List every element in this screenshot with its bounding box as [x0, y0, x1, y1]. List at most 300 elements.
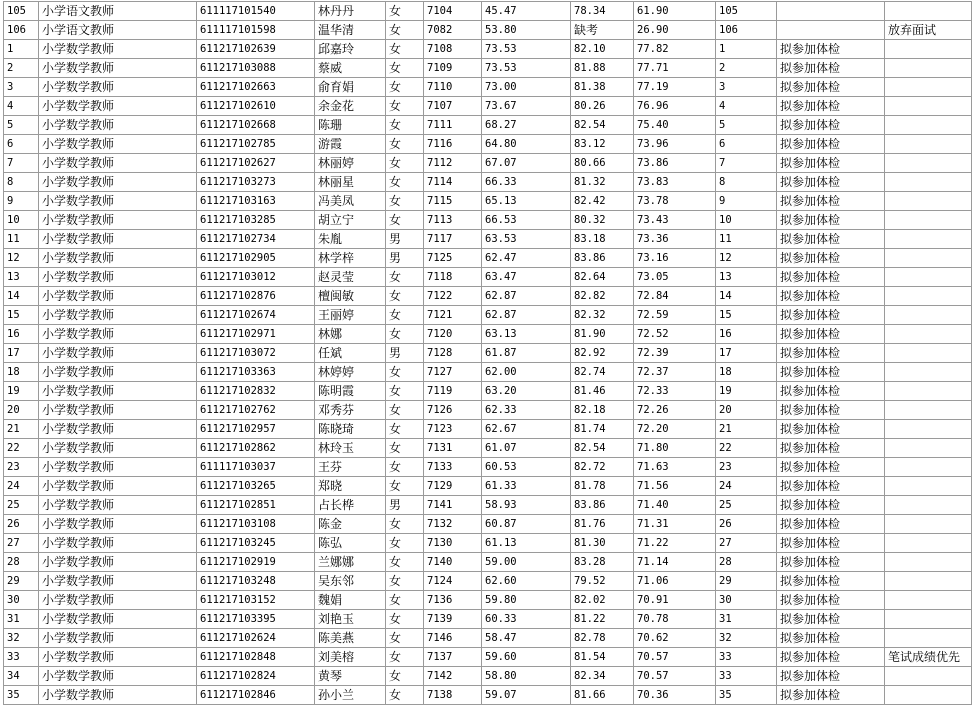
name-cell: 林丽星	[315, 173, 386, 192]
overall-rank-cell: 23	[716, 458, 777, 477]
remark-cell	[885, 135, 972, 154]
status-cell: 拟参加体检	[777, 477, 885, 496]
table-row	[4, 496, 972, 515]
status-cell: 拟参加体检	[777, 591, 885, 610]
written-score-cell: 73.00	[482, 78, 571, 97]
gender-cell: 女	[386, 610, 424, 629]
total-score-cell: 77.19	[634, 78, 716, 97]
status-cell: 拟参加体检	[777, 420, 885, 439]
interview-no-cell: 7126	[424, 401, 482, 420]
written-score-cell: 63.13	[482, 325, 571, 344]
table-row	[4, 268, 972, 287]
gender-cell: 女	[386, 401, 424, 420]
status-cell: 拟参加体检	[777, 629, 885, 648]
name-cell: 邓秀芬	[315, 401, 386, 420]
table-row	[4, 667, 972, 686]
gender-cell: 女	[386, 173, 424, 192]
table-row	[4, 477, 972, 496]
remark-cell	[885, 610, 972, 629]
status-cell: 拟参加体检	[777, 363, 885, 382]
name-cell: 刘美榕	[315, 648, 386, 667]
position-cell: 小学数学教师	[39, 382, 197, 401]
written-score-cell: 63.53	[482, 230, 571, 249]
exam-id-cell: 611217103265	[197, 477, 315, 496]
remark-cell	[885, 2, 972, 21]
exam-id-cell: 611217102824	[197, 667, 315, 686]
overall-rank-cell: 1	[716, 40, 777, 59]
exam-id-cell: 611217102627	[197, 154, 315, 173]
table-row	[4, 344, 972, 363]
total-score-cell: 73.05	[634, 268, 716, 287]
gender-cell: 女	[386, 59, 424, 78]
exam-id-cell: 611217103072	[197, 344, 315, 363]
written-score-cell: 59.60	[482, 648, 571, 667]
interview-no-cell: 7137	[424, 648, 482, 667]
interview-score-cell: 83.12	[571, 135, 634, 154]
interview-no-cell: 7146	[424, 629, 482, 648]
name-cell: 王丽婷	[315, 306, 386, 325]
name-cell: 郑晓	[315, 477, 386, 496]
written-score-cell: 62.60	[482, 572, 571, 591]
rank-cell: 14	[4, 287, 39, 306]
total-score-cell: 71.40	[634, 496, 716, 515]
gender-cell: 女	[386, 458, 424, 477]
rank-cell: 34	[4, 667, 39, 686]
position-cell: 小学数学教师	[39, 648, 197, 667]
position-cell: 小学数学教师	[39, 116, 197, 135]
interview-no-cell: 7109	[424, 59, 482, 78]
gender-cell: 女	[386, 306, 424, 325]
gender-cell: 女	[386, 192, 424, 211]
position-cell: 小学数学教师	[39, 40, 197, 59]
gender-cell: 男	[386, 496, 424, 515]
table-row	[4, 363, 972, 382]
interview-score-cell: 82.54	[571, 439, 634, 458]
overall-rank-cell: 105	[716, 2, 777, 21]
status-cell: 拟参加体检	[777, 515, 885, 534]
gender-cell: 女	[386, 268, 424, 287]
name-cell: 林丽婷	[315, 154, 386, 173]
written-score-cell: 67.07	[482, 154, 571, 173]
overall-rank-cell: 10	[716, 211, 777, 230]
overall-rank-cell: 21	[716, 420, 777, 439]
gender-cell: 女	[386, 553, 424, 572]
position-cell: 小学数学教师	[39, 230, 197, 249]
interview-no-cell: 7140	[424, 553, 482, 572]
total-score-cell: 73.83	[634, 173, 716, 192]
interview-score-cell: 82.64	[571, 268, 634, 287]
written-score-cell: 58.80	[482, 667, 571, 686]
name-cell: 陈美燕	[315, 629, 386, 648]
written-score-cell: 58.47	[482, 629, 571, 648]
interview-no-cell: 7136	[424, 591, 482, 610]
interview-no-cell: 7119	[424, 382, 482, 401]
overall-rank-cell: 11	[716, 230, 777, 249]
name-cell: 游霞	[315, 135, 386, 154]
total-score-cell: 72.39	[634, 344, 716, 363]
exam-id-cell: 611217102762	[197, 401, 315, 420]
results-table	[3, 1, 972, 705]
overall-rank-cell: 5	[716, 116, 777, 135]
interview-no-cell: 7121	[424, 306, 482, 325]
overall-rank-cell: 13	[716, 268, 777, 287]
table-row	[4, 420, 972, 439]
position-cell: 小学数学教师	[39, 420, 197, 439]
interview-score-cell: 81.46	[571, 382, 634, 401]
table-row	[4, 686, 972, 705]
overall-rank-cell: 2	[716, 59, 777, 78]
remark-cell	[885, 268, 972, 287]
position-cell: 小学数学教师	[39, 534, 197, 553]
rank-cell: 6	[4, 135, 39, 154]
remark-cell	[885, 439, 972, 458]
remark-cell: 放弃面试	[885, 21, 972, 40]
rank-cell: 35	[4, 686, 39, 705]
gender-cell: 女	[386, 572, 424, 591]
exam-id-cell: 611217102957	[197, 420, 315, 439]
written-score-cell: 62.87	[482, 306, 571, 325]
interview-score-cell: 82.54	[571, 116, 634, 135]
total-score-cell: 73.78	[634, 192, 716, 211]
gender-cell: 女	[386, 591, 424, 610]
interview-no-cell: 7139	[424, 610, 482, 629]
position-cell: 小学数学教师	[39, 363, 197, 382]
interview-score-cell: 83.86	[571, 249, 634, 268]
interview-score-cell: 82.78	[571, 629, 634, 648]
exam-id-cell: 611217102785	[197, 135, 315, 154]
total-score-cell: 70.36	[634, 686, 716, 705]
total-score-cell: 72.33	[634, 382, 716, 401]
total-score-cell: 71.63	[634, 458, 716, 477]
exam-id-cell: 611217103285	[197, 211, 315, 230]
gender-cell: 女	[386, 363, 424, 382]
position-cell: 小学数学教师	[39, 686, 197, 705]
interview-score-cell: 81.22	[571, 610, 634, 629]
interview-score-cell: 81.32	[571, 173, 634, 192]
exam-id-cell: 611217102832	[197, 382, 315, 401]
total-score-cell: 73.43	[634, 211, 716, 230]
position-cell: 小学数学教师	[39, 591, 197, 610]
gender-cell: 男	[386, 344, 424, 363]
remark-cell	[885, 154, 972, 173]
rank-cell: 24	[4, 477, 39, 496]
remark-cell	[885, 363, 972, 382]
remark-cell	[885, 667, 972, 686]
rank-cell: 15	[4, 306, 39, 325]
table-row	[4, 306, 972, 325]
position-cell: 小学数学教师	[39, 667, 197, 686]
name-cell: 王芬	[315, 458, 386, 477]
table-row	[4, 230, 972, 249]
remark-cell	[885, 572, 972, 591]
interview-score-cell: 81.66	[571, 686, 634, 705]
remark-cell	[885, 173, 972, 192]
interview-score-cell: 82.74	[571, 363, 634, 382]
position-cell: 小学数学教师	[39, 306, 197, 325]
written-score-cell: 62.00	[482, 363, 571, 382]
gender-cell: 女	[386, 477, 424, 496]
interview-score-cell: 80.26	[571, 97, 634, 116]
total-score-cell: 70.62	[634, 629, 716, 648]
interview-score-cell: 82.10	[571, 40, 634, 59]
rank-cell: 8	[4, 173, 39, 192]
exam-id-cell: 611217103108	[197, 515, 315, 534]
rank-cell: 5	[4, 116, 39, 135]
interview-no-cell: 7104	[424, 2, 482, 21]
remark-cell	[885, 458, 972, 477]
interview-no-cell: 7120	[424, 325, 482, 344]
remark-cell	[885, 496, 972, 515]
overall-rank-cell: 31	[716, 610, 777, 629]
interview-score-cell: 81.54	[571, 648, 634, 667]
remark-cell	[885, 40, 972, 59]
name-cell: 陈晓琦	[315, 420, 386, 439]
position-cell: 小学数学教师	[39, 287, 197, 306]
gender-cell: 男	[386, 249, 424, 268]
exam-id-cell: 611217102610	[197, 97, 315, 116]
exam-id-cell: 611217102971	[197, 325, 315, 344]
total-score-cell: 70.57	[634, 667, 716, 686]
gender-cell: 男	[386, 230, 424, 249]
status-cell: 拟参加体检	[777, 610, 885, 629]
status-cell: 拟参加体检	[777, 572, 885, 591]
overall-rank-cell: 35	[716, 686, 777, 705]
remark-cell	[885, 211, 972, 230]
total-score-cell: 77.82	[634, 40, 716, 59]
name-cell: 檀闽敏	[315, 287, 386, 306]
table-row	[4, 211, 972, 230]
table-row	[4, 382, 972, 401]
gender-cell: 女	[386, 154, 424, 173]
total-score-cell: 73.36	[634, 230, 716, 249]
rank-cell: 11	[4, 230, 39, 249]
interview-no-cell: 7111	[424, 116, 482, 135]
position-cell: 小学数学教师	[39, 572, 197, 591]
exam-id-cell: 611217102846	[197, 686, 315, 705]
interview-score-cell: 80.66	[571, 154, 634, 173]
rank-cell: 22	[4, 439, 39, 458]
remark-cell	[885, 287, 972, 306]
status-cell	[777, 2, 885, 21]
overall-rank-cell: 6	[716, 135, 777, 154]
total-score-cell: 70.91	[634, 591, 716, 610]
written-score-cell: 59.80	[482, 591, 571, 610]
exam-id-cell: 611217103273	[197, 173, 315, 192]
remark-cell	[885, 686, 972, 705]
status-cell: 拟参加体检	[777, 439, 885, 458]
written-score-cell: 61.13	[482, 534, 571, 553]
status-cell: 拟参加体检	[777, 401, 885, 420]
status-cell: 拟参加体检	[777, 249, 885, 268]
overall-rank-cell: 29	[716, 572, 777, 591]
rank-cell: 16	[4, 325, 39, 344]
name-cell: 林娜	[315, 325, 386, 344]
overall-rank-cell: 106	[716, 21, 777, 40]
remark-cell	[885, 477, 972, 496]
gender-cell: 女	[386, 420, 424, 439]
total-score-cell: 75.40	[634, 116, 716, 135]
table-row	[4, 97, 972, 116]
total-score-cell: 72.26	[634, 401, 716, 420]
name-cell: 朱胤	[315, 230, 386, 249]
rank-cell: 26	[4, 515, 39, 534]
remark-cell	[885, 230, 972, 249]
interview-no-cell: 7125	[424, 249, 482, 268]
total-score-cell: 71.06	[634, 572, 716, 591]
exam-id-cell: 611217102851	[197, 496, 315, 515]
name-cell: 魏娟	[315, 591, 386, 610]
overall-rank-cell: 26	[716, 515, 777, 534]
name-cell: 吴东邻	[315, 572, 386, 591]
interview-score-cell: 82.02	[571, 591, 634, 610]
written-score-cell: 62.87	[482, 287, 571, 306]
gender-cell: 女	[386, 97, 424, 116]
gender-cell: 女	[386, 382, 424, 401]
rank-cell: 1	[4, 40, 39, 59]
gender-cell: 女	[386, 648, 424, 667]
interview-score-cell: 82.92	[571, 344, 634, 363]
total-score-cell: 72.59	[634, 306, 716, 325]
status-cell: 拟参加体检	[777, 59, 885, 78]
interview-no-cell: 7130	[424, 534, 482, 553]
gender-cell: 女	[386, 629, 424, 648]
status-cell: 拟参加体检	[777, 192, 885, 211]
table-row	[4, 40, 972, 59]
interview-no-cell: 7114	[424, 173, 482, 192]
remark-cell	[885, 534, 972, 553]
status-cell: 拟参加体检	[777, 382, 885, 401]
interview-no-cell: 7128	[424, 344, 482, 363]
written-score-cell: 62.47	[482, 249, 571, 268]
exam-id-cell: 611217103088	[197, 59, 315, 78]
rank-cell: 105	[4, 2, 39, 21]
exam-id-cell: 611117101598	[197, 21, 315, 40]
table-row	[4, 591, 972, 610]
exam-id-cell: 611217103012	[197, 268, 315, 287]
rank-cell: 12	[4, 249, 39, 268]
table-body	[4, 2, 972, 705]
interview-score-cell: 81.38	[571, 78, 634, 97]
exam-id-cell: 611217102734	[197, 230, 315, 249]
total-score-cell: 70.57	[634, 648, 716, 667]
interview-no-cell: 7113	[424, 211, 482, 230]
position-cell: 小学数学教师	[39, 344, 197, 363]
interview-no-cell: 7110	[424, 78, 482, 97]
name-cell: 林丹丹	[315, 2, 386, 21]
overall-rank-cell: 14	[716, 287, 777, 306]
table-row	[4, 648, 972, 667]
interview-no-cell: 7082	[424, 21, 482, 40]
total-score-cell: 73.96	[634, 135, 716, 154]
remark-cell	[885, 382, 972, 401]
remark-cell	[885, 420, 972, 439]
rank-cell: 30	[4, 591, 39, 610]
interview-no-cell: 7129	[424, 477, 482, 496]
remark-cell	[885, 192, 972, 211]
interview-score-cell: 83.28	[571, 553, 634, 572]
name-cell: 邱嘉玲	[315, 40, 386, 59]
status-cell: 拟参加体检	[777, 154, 885, 173]
status-cell: 拟参加体检	[777, 78, 885, 97]
table-row	[4, 515, 972, 534]
overall-rank-cell: 25	[716, 496, 777, 515]
status-cell: 拟参加体检	[777, 306, 885, 325]
total-score-cell: 71.80	[634, 439, 716, 458]
remark-cell	[885, 116, 972, 135]
position-cell: 小学数学教师	[39, 59, 197, 78]
rank-cell: 33	[4, 648, 39, 667]
table-row	[4, 154, 972, 173]
name-cell: 俞育娟	[315, 78, 386, 97]
remark-cell	[885, 401, 972, 420]
status-cell: 拟参加体检	[777, 667, 885, 686]
status-cell	[777, 21, 885, 40]
interview-score-cell: 78.34	[571, 2, 634, 21]
table-row	[4, 249, 972, 268]
interview-score-cell: 81.90	[571, 325, 634, 344]
position-cell: 小学数学教师	[39, 553, 197, 572]
remark-cell	[885, 344, 972, 363]
total-score-cell: 73.16	[634, 249, 716, 268]
status-cell: 拟参加体检	[777, 686, 885, 705]
gender-cell: 女	[386, 515, 424, 534]
gender-cell: 女	[386, 21, 424, 40]
overall-rank-cell: 33	[716, 667, 777, 686]
remark-cell	[885, 591, 972, 610]
table-row	[4, 135, 972, 154]
status-cell: 拟参加体检	[777, 230, 885, 249]
overall-rank-cell: 24	[716, 477, 777, 496]
written-score-cell: 59.00	[482, 553, 571, 572]
overall-rank-cell: 4	[716, 97, 777, 116]
interview-score-cell: 80.32	[571, 211, 634, 230]
gender-cell: 女	[386, 287, 424, 306]
table-row	[4, 629, 972, 648]
overall-rank-cell: 12	[716, 249, 777, 268]
table-row	[4, 553, 972, 572]
position-cell: 小学数学教师	[39, 97, 197, 116]
position-cell: 小学数学教师	[39, 439, 197, 458]
written-score-cell: 68.27	[482, 116, 571, 135]
status-cell: 拟参加体检	[777, 173, 885, 192]
table-row	[4, 325, 972, 344]
overall-rank-cell: 19	[716, 382, 777, 401]
position-cell: 小学数学教师	[39, 192, 197, 211]
exam-id-cell: 611217102674	[197, 306, 315, 325]
interview-no-cell: 7132	[424, 515, 482, 534]
exam-id-cell: 611217103395	[197, 610, 315, 629]
gender-cell: 女	[386, 211, 424, 230]
written-score-cell: 59.07	[482, 686, 571, 705]
written-score-cell: 66.33	[482, 173, 571, 192]
interview-score-cell: 82.34	[571, 667, 634, 686]
name-cell: 林婷婷	[315, 363, 386, 382]
overall-rank-cell: 28	[716, 553, 777, 572]
status-cell: 拟参加体检	[777, 553, 885, 572]
table-row	[4, 116, 972, 135]
name-cell: 陈明霞	[315, 382, 386, 401]
interview-no-cell: 7117	[424, 230, 482, 249]
written-score-cell: 61.07	[482, 439, 571, 458]
status-cell: 拟参加体检	[777, 458, 885, 477]
written-score-cell: 60.53	[482, 458, 571, 477]
rank-cell: 13	[4, 268, 39, 287]
interview-no-cell: 7122	[424, 287, 482, 306]
remark-cell	[885, 325, 972, 344]
interview-no-cell: 7131	[424, 439, 482, 458]
table-row	[4, 439, 972, 458]
table-row	[4, 173, 972, 192]
